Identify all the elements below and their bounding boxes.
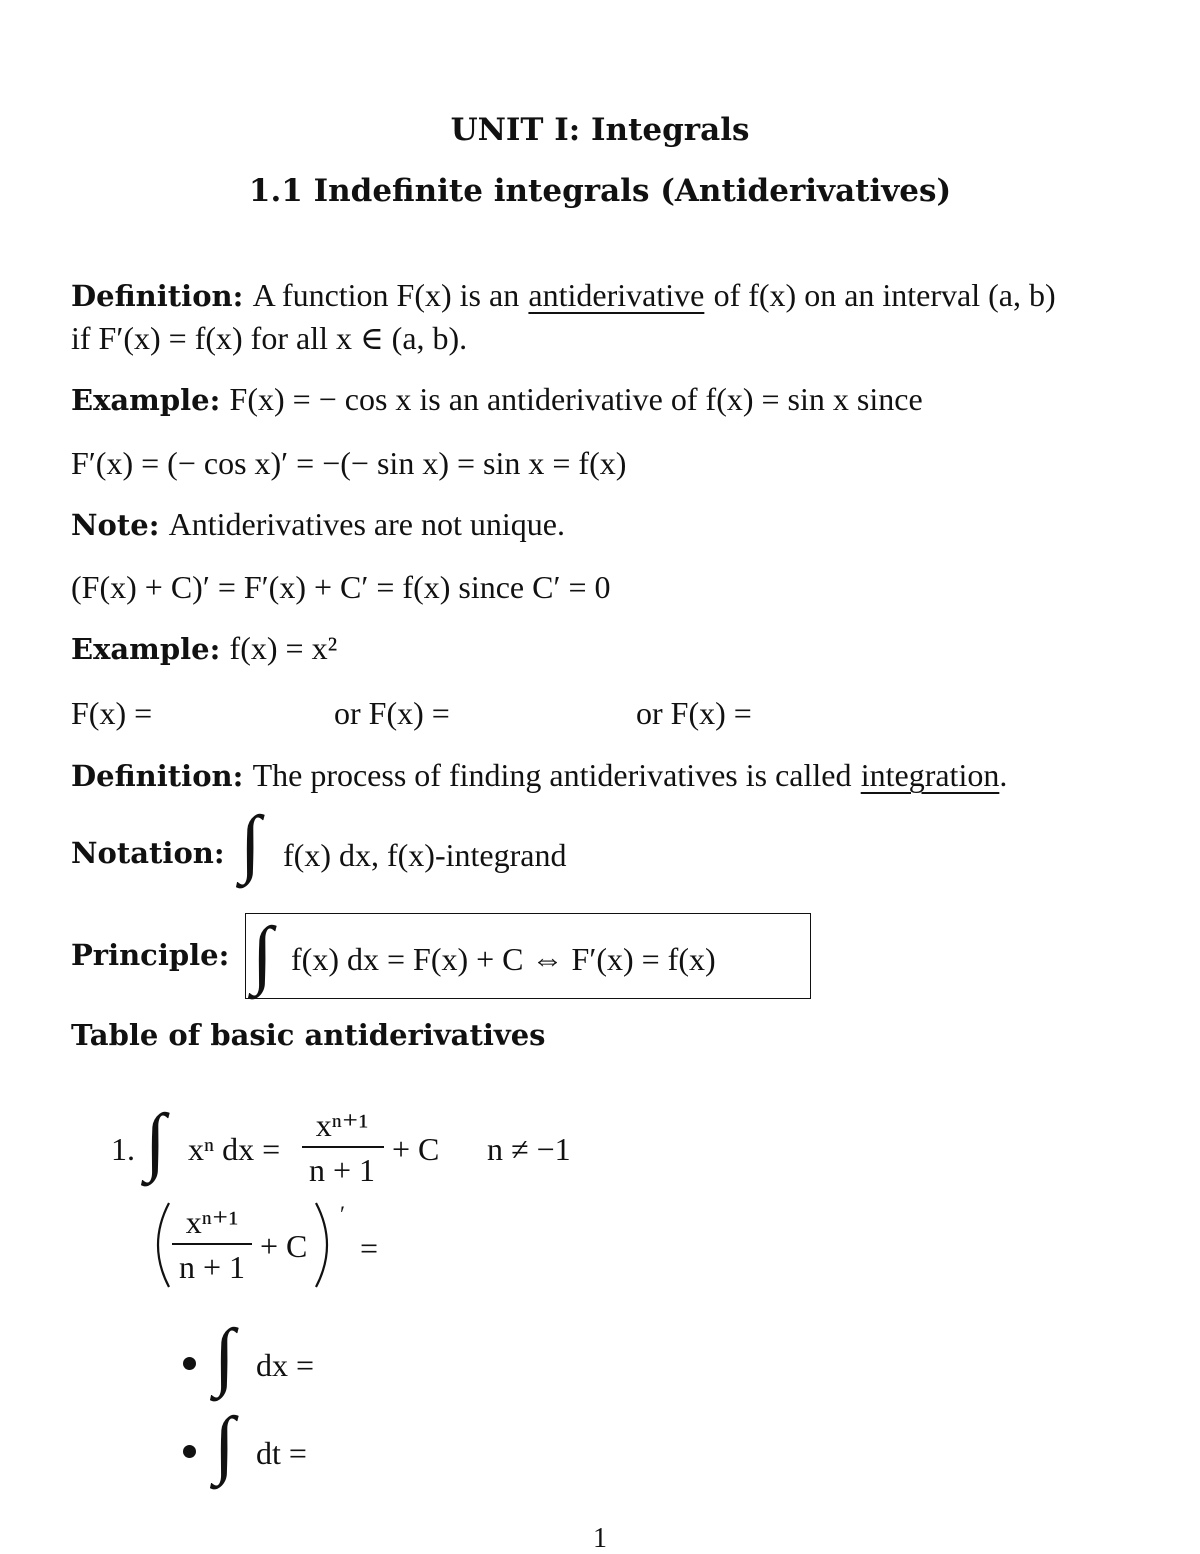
right-paren [312,1200,340,1290]
example-text: F(x) = − cos x is an antiderivative of f(x) = sin x since [229,381,923,417]
definition-text-b: of f(x) on an interval (a, b) [713,277,1056,313]
notation-label: Notation: [71,836,225,870]
definition-integration [71,759,1007,791]
definition-text-a: A function F(x) is an [252,277,520,313]
left-paren [145,1200,173,1290]
blank-answer-3: or F(x) = [636,695,752,731]
table-heading: Table of basic antiderivatives [71,1018,546,1052]
example-x-squared [71,632,337,664]
principle-formula: f(x) dx = F(x) + C ⇔ F′(x) = f(x) [291,941,716,977]
check-prime: ′ [340,1202,346,1227]
integral-sign: ∫ [214,1402,235,1486]
definition-term: integration [860,757,1000,793]
note-equation: (F(x) + C)′ = F′(x) + C′ = f(x) since C′ = 0 [71,569,611,605]
bullet-dot [183,1357,196,1370]
rule-integrand: xⁿ dx = [188,1131,281,1167]
definition-label: Definition: [71,759,244,793]
definition-antiderivative [71,279,1056,311]
integral-sign: ∫ [240,801,261,885]
definition-label: Definition: [71,279,244,313]
bullet-dot [183,1445,196,1458]
page-number: 1 [593,1523,607,1554]
section-heading-text: 1.1 Indefinite integrals (Antiderivatives) [248,173,952,209]
example-label: Example: [71,383,221,417]
blank-answer-1: F(x) = [71,695,153,731]
note-text: Antiderivatives are not unique. [168,506,565,542]
check-equals: = [360,1230,379,1266]
definition-period: . [999,757,1008,793]
example-cos [71,383,923,415]
bullet-item-dx: dx = [256,1347,315,1383]
example-function: f(x) = x² [229,630,338,666]
check-fraction-bar [172,1243,252,1245]
definition-text: The process of finding antiderivatives is called [252,757,852,793]
note [71,508,565,540]
notation-text: f(x) dx, f(x)-integrand [283,837,567,873]
check-fraction-denominator: n + 1 [178,1249,246,1285]
rule-condition: n ≠ −1 [487,1131,571,1167]
rule-fraction-numerator: xⁿ⁺¹ [315,1107,369,1143]
example-label: Example: [71,632,221,666]
integral-sign: ∫ [252,912,273,996]
integral-sign: ∫ [214,1314,235,1398]
example-derivation: F′(x) = (− cos x)′ = −(− sin x) = sin x = f(x) [71,445,627,481]
note-label: Note: [71,508,160,542]
check-constant: + C [260,1228,308,1264]
section-heading [0,173,1200,209]
rule-constant: + C [392,1131,440,1167]
rule-fraction-bar [302,1146,384,1148]
page-title: UNIT I: Integrals [450,112,750,148]
bullet-item-dt: dt = [256,1435,307,1471]
check-fraction-numerator: xⁿ⁺¹ [185,1204,239,1240]
blank-answer-2: or F(x) = [334,695,450,731]
definition-term: antiderivative [528,277,705,313]
rule-fraction-denominator: n + 1 [308,1152,376,1188]
definition-line-2: if F′(x) = f(x) for all x ∈ (a, b). [71,320,468,356]
principle-label: Principle: [71,938,230,972]
integral-sign: ∫ [145,1099,166,1183]
rule-number: 1. [111,1131,135,1167]
